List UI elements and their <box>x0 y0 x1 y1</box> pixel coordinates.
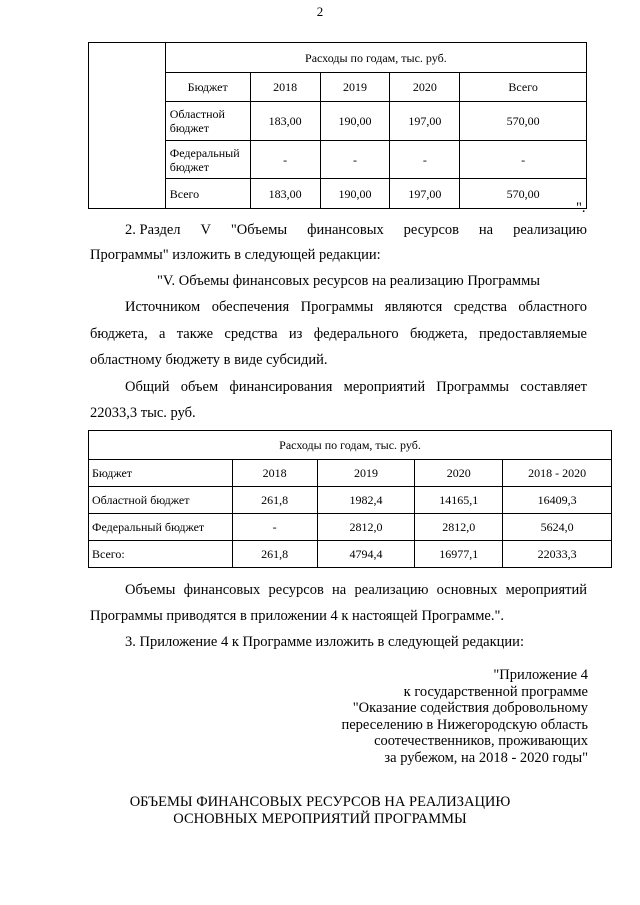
column-header: 2018 - 2020 <box>503 460 612 487</box>
closing-quote: ". <box>576 200 586 216</box>
table-cell: 4794,4 <box>317 541 415 568</box>
column-header: 2018 <box>250 73 320 102</box>
table-cell: 1982,4 <box>317 487 415 514</box>
para-1-line-2: бюджета, а также средства из федерального бюджета, предоставляемые <box>90 326 587 342</box>
heading-line: ОБЪЕМЫ ФИНАНСОВЫХ РЕСУРСОВ НА РЕАЛИЗАЦИЮ <box>129 794 511 810</box>
column-header: 2019 <box>317 460 415 487</box>
table-cell: - <box>250 141 320 179</box>
appendix-block <box>341 667 588 766</box>
table-cell: - <box>320 141 390 179</box>
column-header: 2020 <box>390 73 460 102</box>
appendix-line: "Приложение 4 <box>493 667 588 683</box>
table-header: Расходы по годам, тыс. руб. <box>165 43 586 73</box>
word: V <box>200 222 211 238</box>
page-number: 2 <box>316 4 324 19</box>
word: на <box>478 222 494 238</box>
appendix-line: переселению в Нижегородскую область <box>341 716 588 733</box>
word: 2. Раздел <box>125 222 181 238</box>
section-title: "V. Объемы финансовых ресурсов на реализацию Программы <box>157 273 541 289</box>
table-cell: 2812,0 <box>415 514 503 541</box>
row-label: Федеральный бюджет <box>165 141 250 179</box>
appendix-line: к государственной программе <box>403 683 588 700</box>
table-cell: 5624,0 <box>503 514 612 541</box>
table-cell: 261,8 <box>232 541 317 568</box>
para-3-line-2: Программы приводятся в приложении 4 к настоящей Программе.". <box>90 608 505 624</box>
appendix-line: соотечественников, проживающих <box>374 733 588 749</box>
table-cell: 16409,3 <box>503 487 612 514</box>
table-cell: - <box>390 141 460 179</box>
table-cell: 16977,1 <box>415 541 503 568</box>
table-cell: - <box>232 514 317 541</box>
row-label: Областной бюджет <box>165 102 250 141</box>
word: ресурсов <box>403 222 459 238</box>
blank-cell <box>89 43 166 209</box>
item-3: 3. Приложение 4 к Программе изложить в следующей редакции: <box>125 634 524 650</box>
column-header: Всего <box>460 73 587 102</box>
column-header: 2020 <box>415 460 503 487</box>
table-row <box>89 541 612 568</box>
para-2-line-1: Общий объем финансирования мероприятий Программы составляет <box>125 379 587 395</box>
row-label: Всего: <box>89 541 233 568</box>
para-2-line-2: 22033,3 тыс. руб. <box>90 405 196 421</box>
row-label: Всего <box>165 179 250 209</box>
section-heading <box>0 794 640 828</box>
budget-table-continuation <box>88 42 587 209</box>
table-cell: 22033,3 <box>503 541 612 568</box>
table-column-row <box>89 460 612 487</box>
table-cell: 183,00 <box>250 102 320 141</box>
para-1-line-3: областному бюджету в виде субсидий. <box>90 352 328 368</box>
table-cell: 197,00 <box>390 179 460 209</box>
table-row <box>89 487 612 514</box>
heading-line: ОСНОВНЫХ МЕРОПРИЯТИЙ ПРОГРАММЫ <box>173 811 467 827</box>
para-1-line-1: Источником обеспечения Программы являются средства областного <box>125 299 587 315</box>
table-cell: 190,00 <box>320 102 390 141</box>
item-2-line-1 <box>125 216 587 244</box>
table-cell: - <box>460 141 587 179</box>
table-header-row <box>89 431 612 460</box>
appendix-line: "Оказание содействия добровольному <box>352 700 588 716</box>
table-header-row <box>89 43 587 73</box>
column-header: Бюджет <box>89 460 233 487</box>
appendix-line: за рубежом, на 2018 - 2020 годы" <box>384 749 588 766</box>
word: финансовых <box>307 222 384 238</box>
table-cell: 14165,1 <box>415 487 503 514</box>
row-label: Федеральный бюджет <box>89 514 233 541</box>
table-row <box>89 514 612 541</box>
column-header: Бюджет <box>165 73 250 102</box>
column-header: 2019 <box>320 73 390 102</box>
item-2-line-2: Программы" изложить в следующей редакции: <box>90 247 381 263</box>
table-cell: 570,00 <box>460 179 587 209</box>
word: реализацию <box>513 222 587 238</box>
table-header: Расходы по годам, тыс. руб. <box>89 431 612 460</box>
table-cell: 190,00 <box>320 179 390 209</box>
table-cell: 570,00 <box>460 102 587 141</box>
column-header: 2018 <box>232 460 317 487</box>
para-3-line-1: Объемы финансовых ресурсов на реализацию основных мероприятий <box>125 582 587 598</box>
word: "Объемы <box>230 222 288 238</box>
row-label: Областной бюджет <box>89 487 233 514</box>
table-cell: 197,00 <box>390 102 460 141</box>
table-cell: 2812,0 <box>317 514 415 541</box>
table-cell: 183,00 <box>250 179 320 209</box>
table-cell: 261,8 <box>232 487 317 514</box>
budget-table <box>88 430 612 568</box>
